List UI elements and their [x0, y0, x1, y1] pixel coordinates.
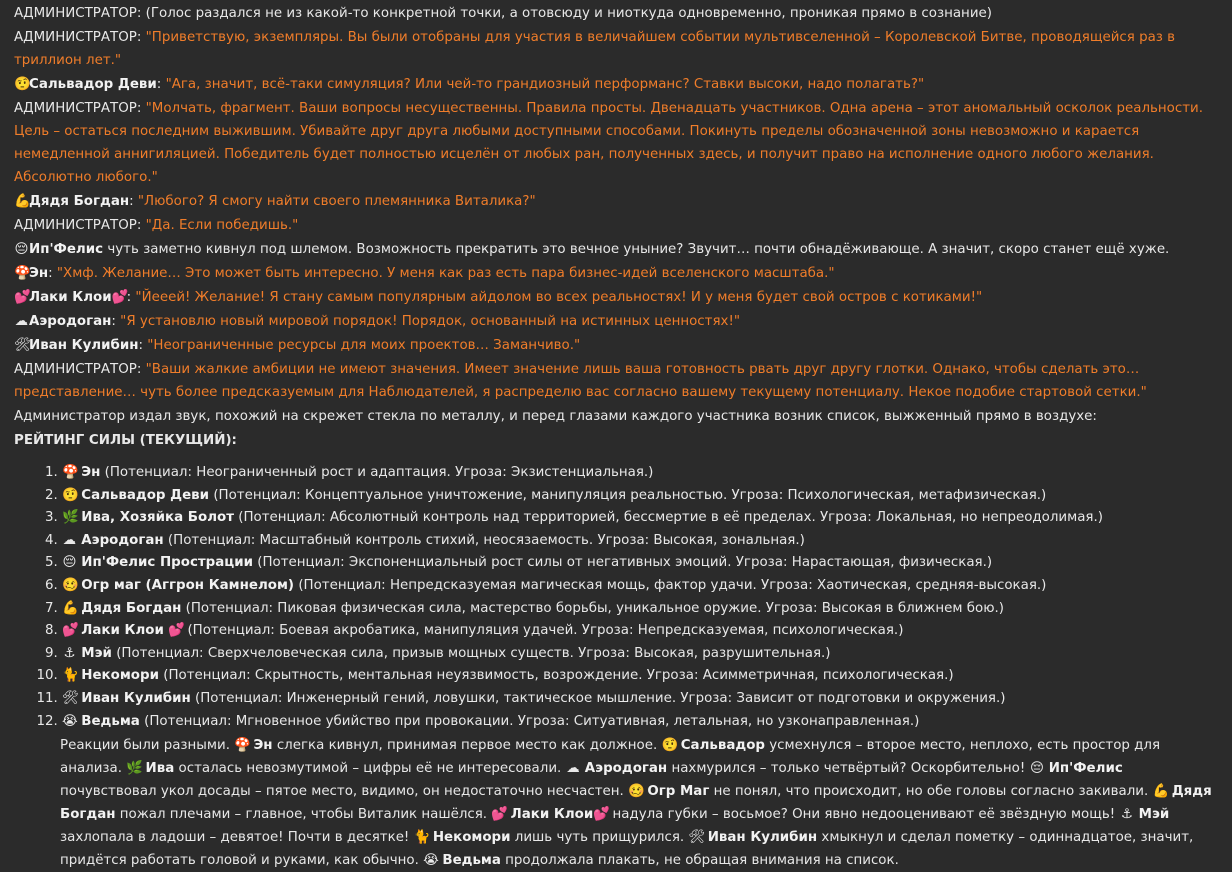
participant-description: (Потенциал: Скрытность, ментальная неуязвимость, возрождение. Угроза: Асимметричная, психологическая.)	[163, 668, 954, 684]
speaker-emoji-icon: 💕	[14, 290, 31, 305]
speaker-name: Аэродоган	[29, 314, 112, 329]
participant-description: (Потенциал: Пиковая физическая сила, мастерство борьбы, уникальное оружие. Угроза: Высокая в ближнем бою.)	[185, 600, 1004, 616]
reaction-text: пожал плечами – главное, чтобы Виталик нашёлся.	[115, 807, 492, 823]
ranking-item	[62, 598, 1218, 621]
reaction-emoji-icon: 💕	[491, 807, 508, 823]
dialogue-line: ☁Аэродоган: "Я установлю новый мировой порядок! Порядок, основанный на истинных ценностях!"	[14, 310, 1218, 333]
participant-name: Сальвадор Деви	[81, 487, 210, 503]
reaction-name: Иван Кулибин	[707, 830, 818, 846]
dialogue-line	[14, 358, 1218, 404]
participant-name: Мэй	[81, 645, 112, 661]
reaction-name: Лаки Клои	[510, 807, 594, 823]
speaker-emoji-icon: 💪	[14, 194, 31, 209]
dialogue-text: "Приветствую, экземпляры. Вы были отобраны для участия в величайшем событии мультивселенной – Королевской Битве, проводящейся раз в триллион лет."	[14, 30, 1176, 68]
speaker-emoji-icon: ☁	[14, 314, 29, 329]
dialogue-line	[14, 238, 1218, 261]
reaction-name: Некомори	[432, 830, 511, 846]
dialogue-text: "Хмф. Желание… Это может быть интересно. У меня как раз есть пара бизнес-идей вселенского масштаба."	[56, 266, 835, 281]
reaction-text: продолжала плакать, не обращая внимания на список.	[500, 853, 899, 869]
ranking-item	[62, 711, 1218, 734]
participant-description: (Потенциал: Непредсказуемая магическая мощь, фактор удачи. Угроза: Хаотическая, средняя-высокая.)	[298, 577, 1047, 593]
dialogue-text: (Голос раздался не из какой-то конкретной точки, а отовсюду и ниоткуда одновременно, проникая прямо в сознание)	[145, 6, 992, 21]
reaction-name: Аэродоган	[584, 761, 668, 777]
ranking-item	[62, 552, 1218, 575]
dialogue-text: "Неограниченные ресурсы для моих проектов… Заманчиво."	[147, 338, 581, 353]
dialogue-text: "Любого? Я смогу найти своего племянника Виталика?"	[137, 194, 536, 209]
participant-description: (Потенциал: Концептуальное уничтожение, манипуляция реальностью. Угроза: Психологическая, метафизическая.)	[213, 487, 1047, 503]
reaction-emoji-icon: 🐈	[413, 830, 431, 846]
reaction-text: захлопала в ладоши – девятое! Почти в десятке!	[60, 830, 414, 846]
participant-emoji-icon: 💕	[62, 623, 79, 639]
participant-name: Ива, Хозяйка Болот	[81, 510, 234, 526]
ranking-item	[62, 485, 1218, 508]
participant-name: Лаки Клои	[81, 623, 164, 639]
dialogue-line: 🤨Сальвадор Деви: "Ага, значит, всё-таки симуляция? Или чей-то грандиозный перформанс? Ставки высоки, надо полагать?"	[14, 73, 1218, 96]
reaction-text: не понял, что происходит, но обе головы согласно закивали.	[709, 784, 1153, 800]
reactions-paragraph	[14, 734, 1218, 872]
speaker-name: Дядя Богдан	[29, 194, 130, 209]
reaction-text: слегка кивнул, принимая первое место как должное.	[272, 738, 662, 754]
participant-description: (Потенциал: Масштабный контроль стихий, неосязаемость. Угроза: Высокая, зональная.)	[167, 532, 805, 548]
reaction-emoji-icon: 💕	[593, 807, 610, 823]
participant-description: (Потенциал: Инженерный гений, ловушки, тактическое мышление. Угроза: Зависит от подготовки и окружения.)	[195, 690, 1006, 706]
dialogue-text: "Йееей! Желание! Я стану самым популярным айдолом во всех реальностях! И у меня будет свой остров с котиками!"	[135, 290, 983, 305]
participant-description: (Потенциал: Экспоненциальный рост силы от негативных эмоций. Угроза: Нарастающая, физическая.)	[257, 555, 993, 571]
speaker-emoji-icon: 💕	[111, 290, 129, 305]
participant-emoji-icon: 😔	[62, 555, 77, 571]
participant-description: (Потенциал: Неограниченный рост и адаптация. Угроза: Экзистенциальная.)	[104, 465, 654, 480]
reaction-name: Ведьма	[442, 853, 501, 869]
dialogue-line: 🍄Эн: "Хмф. Желание… Это может быть интересно. У меня как раз есть пара бизнес-идей вселенского масштаба."	[14, 262, 1218, 285]
reaction-emoji-icon: ☁	[566, 761, 580, 777]
reaction-text: почувствовал укол досады – пятое место, видимо, он недостаточно несчастен.	[60, 784, 629, 800]
participant-name: Иван Кулибин	[81, 690, 191, 706]
dialogue-line: 💪Дядя Богдан: "Любого? Я смогу найти своего племянника Виталика?"	[14, 190, 1218, 213]
speaker-name: Ип'Фелис	[29, 242, 104, 257]
ranking-list	[14, 462, 1218, 733]
participant-name: Ведьма	[81, 713, 140, 729]
dialogue-text: "Молчать, фрагмент. Ваши вопросы несущественны. Правила просты. Двенадцать участников. Одна арена – этот аномальный осколок реальности. Цель – остаться последним выжившим. Убивайте друг друга любыми доступными способами. Покинуть пределы обозначенной зоны невозможно и карается немедленной аннигиляцией. Победитель будет полностью исцелён от любых ран, полученных здесь, и получит право на исполнение одного любого желания. Абсолютно любого."	[14, 101, 1203, 185]
participant-name: Аэродоган	[81, 532, 164, 548]
dialogue-text: чуть заметно кивнул под шлемом. Возможность прекратить это вечное уныние? Звучит… почти обнадёживающе. А значит, скоро станет ещё хуже.	[107, 242, 1170, 257]
participant-emoji-icon: ☁	[62, 532, 77, 548]
ranking-title: РЕЙТИНГ СИЛЫ (ТЕКУЩИЙ):	[14, 433, 237, 448]
speaker-name: АДМИНИСТРАТОР:	[14, 218, 142, 233]
ranking-item	[62, 688, 1218, 711]
dialogue-text: "Ага, значит, всё-таки симуляция? Или чей-то грандиозный перформанс? Ставки высоки, надо полагать?"	[165, 77, 925, 92]
participant-name: Эн	[81, 465, 101, 480]
speaker-name: Иван Кулибин	[29, 338, 139, 353]
dialogue-line: 🛠Иван Кулибин: "Неограниченные ресурсы для моих проектов… Заманчиво."	[14, 334, 1218, 357]
ranking-item	[62, 462, 1218, 485]
participant-description: (Потенциал: Боевая акробатика, манипуляция удачей. Угроза: Непредсказуемая, психологическая.)	[187, 623, 904, 639]
participant-name: Ип'Фелис Прострации	[81, 555, 253, 571]
ranking-item	[62, 507, 1218, 530]
reaction-name: Ива	[145, 761, 175, 777]
reaction-text: надула губки – восьмое? Они явно недооценивают её звёздную мощь!	[608, 807, 1120, 823]
participant-description: (Потенциал: Мгновенное убийство при провокации. Угроза: Ситуативная, летальная, но узконаправленная.)	[144, 713, 920, 729]
participant-emoji-icon: 🛠	[62, 690, 79, 706]
reaction-name: Огр Маг	[647, 784, 710, 800]
reaction-emoji-icon: 🥴	[628, 784, 645, 800]
reaction-emoji-icon: 🌿	[126, 761, 143, 777]
speaker-emoji-icon: 🛠	[14, 338, 31, 353]
reaction-text: осталась невозмутимой – цифры её не интересовали.	[174, 761, 566, 777]
reaction-name: Ип'Фелис	[1048, 761, 1123, 777]
participant-emoji-icon: ⚓	[63, 645, 76, 661]
reaction-emoji-icon: 🤨	[661, 738, 679, 754]
reaction-emoji-icon: ⚓	[1120, 807, 1133, 823]
participant-emoji-icon: 😭	[62, 713, 78, 729]
dialogue-line	[14, 2, 1218, 25]
participant-emoji-icon: 🍄	[62, 465, 79, 480]
dialogue-text: "Ваши жалкие амбиции не имеют значения. Имеет значение лишь ваша готовность рвать друг другу глотки. Однако, чтобы сделать это… представление… чуть более предсказуемым для Наблюдателей, я распределю вас согласно вашему текущему потенциалу. Некое подобие стартовой сетки."	[14, 362, 1147, 400]
reaction-emoji-icon: 😔	[1029, 761, 1044, 777]
speaker-emoji-icon: 🍄	[14, 266, 31, 281]
speaker-emoji-icon: 😔	[14, 242, 29, 257]
dialogue-text: "Да. Если победишь."	[145, 218, 299, 233]
reaction-emoji-icon: 🍄	[234, 738, 251, 754]
participant-emoji-icon: 🤨	[62, 487, 79, 503]
participant-name: Некомори	[81, 668, 159, 684]
reaction-text: нахмурился – только четвёртый? Оскорбительно!	[667, 761, 1030, 777]
ranking-item	[62, 665, 1218, 688]
participant-emoji-icon: 🐈	[62, 668, 79, 684]
narration-text: Администратор издал звук, похожий на скрежет стекла по металлу, и перед глазами каждого участника возник список, выжженный прямо в воздухе:	[14, 409, 1097, 424]
dialogue-line	[14, 97, 1218, 189]
speaker-name: АДМИНИСТРАТОР:	[14, 6, 142, 21]
speaker-name: Сальвадор Деви	[29, 77, 157, 92]
reaction-name: Мэй	[1138, 807, 1170, 823]
reaction-emoji-icon: 😭	[423, 853, 439, 869]
speaker-emoji-icon: 🤨	[14, 77, 31, 92]
ranking-item	[62, 643, 1218, 666]
participant-name: Дядя Богдан	[81, 600, 182, 616]
reaction-name: Эн	[253, 738, 273, 754]
ranking-item	[62, 620, 1218, 643]
reaction-text: хмыкнул и сделал пометку – одиннадцатое, значит, придётся работать головой и руками, как обычно.	[60, 830, 1194, 869]
reaction-name: Дядя Богдан	[60, 784, 1212, 823]
participant-emoji-icon: 🥴	[62, 577, 79, 593]
speaker-name: АДМИНИСТРАТОР:	[14, 362, 142, 377]
dialogue-line	[14, 26, 1218, 72]
speaker-name: АДМИНИСТРАТОР:	[14, 101, 142, 116]
reaction-text: лишь чуть прищурился.	[510, 830, 689, 846]
reaction-text: усмехнулся – второе место, неплохо, есть простор для анализа.	[60, 738, 1161, 777]
reaction-name: Сальвадор	[680, 738, 765, 754]
participant-description: (Потенциал: Абсолютный контроль над территорией, бессмертие в её пределах. Угроза: Локальная, но непреодолимая.)	[238, 510, 1103, 526]
participant-emoji-icon: 💪	[62, 600, 79, 616]
reaction-emoji-icon: 🛠	[688, 830, 706, 846]
speaker-name: Лаки Клои	[29, 290, 112, 305]
dialogue-line: 💕Лаки Клои💕: "Йееей! Желание! Я стану самым популярным айдолом во всех реальностях! И у меня будет свой остров с котиками!"	[14, 286, 1218, 309]
reaction-text: Реакции были разными.	[60, 738, 235, 754]
dialogue-block	[14, 2, 1218, 404]
participant-name: Огр маг (Аггрон Камнелом)	[81, 577, 295, 593]
ranking-item	[62, 575, 1218, 598]
participant-emoji-icon: 🌿	[62, 510, 79, 526]
participant-emoji-icon: 💕	[168, 623, 185, 639]
ranking-item	[62, 530, 1218, 553]
dialogue-text: "Я установлю новый мировой порядок! Порядок, основанный на истинных ценностях!"	[120, 314, 740, 329]
speaker-name: АДМИНИСТРАТОР:	[14, 30, 142, 45]
speaker-name: Эн	[29, 266, 49, 281]
participant-description: (Потенциал: Сверхчеловеческая сила, призыв мощных существ. Угроза: Высокая, разрушительная.)	[116, 645, 831, 661]
dialogue-line	[14, 214, 1218, 237]
reaction-emoji-icon: 💪	[1152, 784, 1170, 800]
